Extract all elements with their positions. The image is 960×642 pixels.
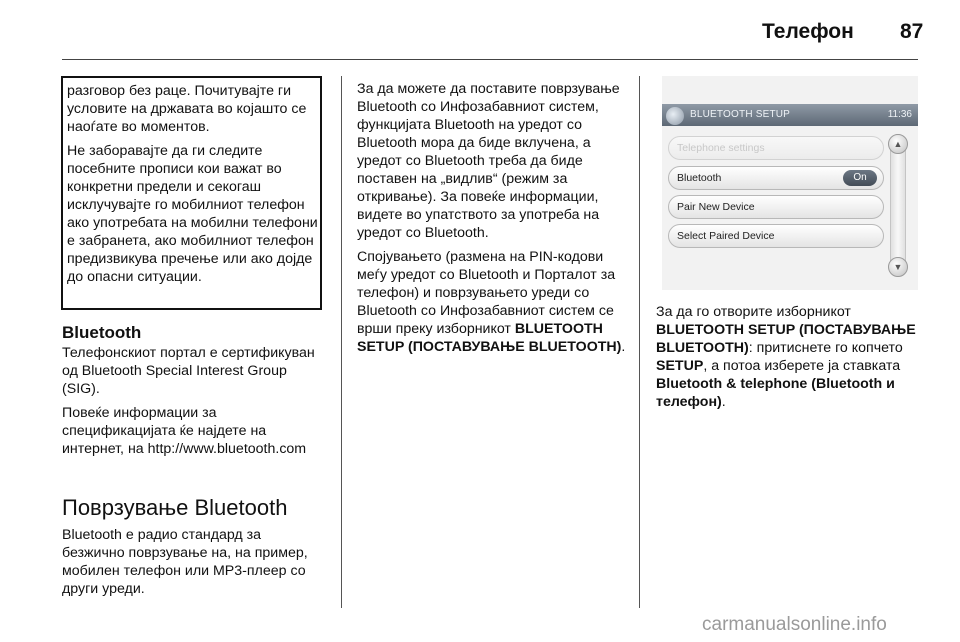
section-heading-connect: Поврзување Bluetooth (62, 495, 288, 520)
right-column-text (656, 303, 918, 417)
menu-item-label: Pair New Device (677, 201, 755, 213)
page-header-title: Телефон (762, 20, 854, 43)
scrollbar-track[interactable] (890, 134, 906, 276)
menu-item-label: Select Paired Device (677, 230, 775, 242)
menu-item-pair-new-device[interactable] (668, 195, 884, 219)
text: . (621, 339, 626, 355)
menu-item-label: Telephone settings (677, 142, 765, 154)
paragraph (656, 303, 918, 411)
text: : притиснете го копчето (748, 340, 903, 356)
brand-logo-icon (666, 107, 684, 125)
bold-text: BLUETOOTH SETUP (ПОСТАВУВАЊЕ BLUETOOTH) (357, 321, 622, 355)
menu-item-bluetooth[interactable] (668, 166, 884, 190)
warning-paragraph: Не заборавајте да ги следите посебните прописи кои важат во конкретни предели и секогаш исклучувајте го мобилниот телефон ако употребата на мобилни телефони е забранета, ако мобилниот телефон предизвикува пречење или ако дојде до опасни ситуации. (67, 143, 318, 285)
screen-clock: 11:36 (887, 109, 912, 120)
bluetooth-text (62, 344, 324, 464)
column-divider (341, 76, 342, 608)
menu-item-label: Bluetooth (677, 172, 722, 184)
scroll-down-icon[interactable]: ▼ (888, 257, 908, 277)
text: . (721, 394, 726, 410)
bold-text: Bluetooth & telephone (Bluetooth и телефон) (656, 376, 895, 410)
paragraph: Bluetooth е радио стандард за безжично поврзување на, на пример, мобилен телефон или MP3-плеер со други уреди. (62, 527, 308, 597)
warning-paragraph: разговор без раце. Почитувајте ги условите на државата во којашто се наоѓате во моментов. (67, 83, 307, 135)
paragraph: Повеќе информации за спецификацијата ќе најдете на интернет, на http://www.bluetooth.com (62, 405, 307, 457)
screen-title: BLUETOOTH SETUP (690, 109, 791, 120)
middle-column-text (357, 80, 629, 362)
bluetooth-setup-screen (662, 76, 918, 290)
column-divider (639, 76, 640, 608)
bold-text: SETUP (656, 358, 704, 374)
bold-text: BLUETOOTH SETUP (ПОСТАВУВАЊЕ BLUETOOTH) (656, 322, 916, 356)
scroll-up-icon[interactable]: ▲ (888, 134, 908, 154)
bluetooth-on-toggle[interactable]: On (843, 170, 877, 186)
connect-text (62, 526, 312, 604)
paragraph: За да можете да поставите поврзување Bluetooth со Инфозабавниот систем, функцијата Bluetooth на уредот со Bluetooth мора да биде вклучена, а уредот со Bluetooth треба да биде поставен на „видлив“ (режим за откривање). За повеќе информации, видете во упатството за употреба на уредот со Bluetooth. (357, 81, 620, 241)
text: За да го отворите изборникот (656, 304, 851, 320)
paragraph: Телефонскиот портал е сертификуван од Bluetooth Special Interest Group (SIG). (62, 345, 315, 397)
paragraph (357, 248, 629, 356)
header-rule (62, 59, 918, 60)
menu-item-select-paired-device[interactable] (668, 224, 884, 248)
text: Спојувањето (размена на PIN-кодови меѓу уредот со Bluetooth и Порталот за телефон) и поврзувањето уреди со Bluetooth со Инфозабавниот систем се врши преку изборникот (357, 249, 616, 337)
bluetooth-heading: Bluetooth (62, 323, 142, 342)
page-number: 87 (900, 20, 924, 43)
warning-box (61, 76, 322, 310)
text: , а потоа изберете ја ставката (703, 358, 901, 374)
menu-item-telephone-settings[interactable] (668, 136, 884, 160)
watermark: carmanualsonline.info (702, 614, 887, 635)
